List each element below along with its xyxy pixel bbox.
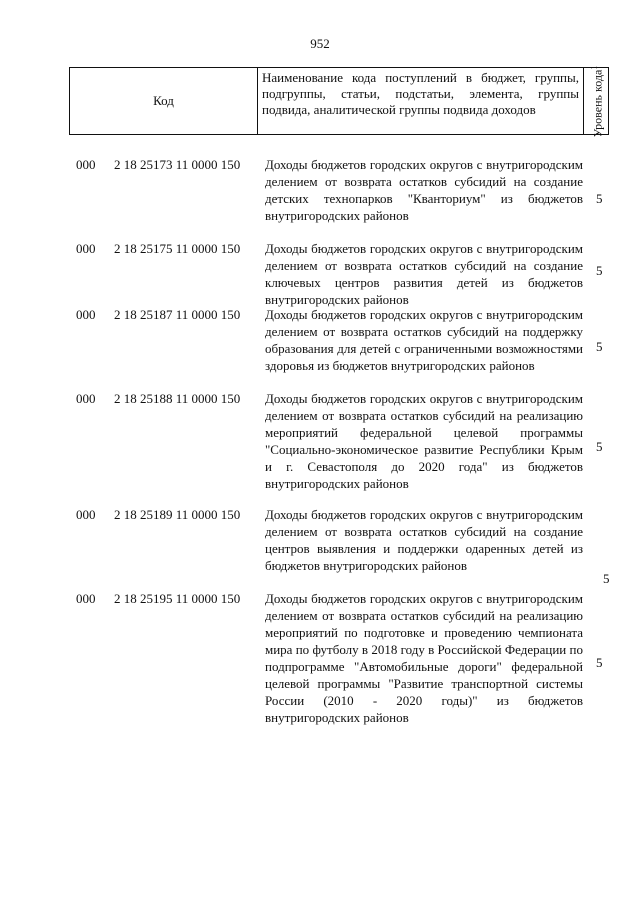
row-name: Доходы бюджетов городских округов с внутригородским делением от возврата остатков субсидий на создание центров выявления и поддержки одаренных детей из бюджетов внутригородских районов bbox=[265, 507, 583, 573]
header-level-text: Уровень кода bbox=[590, 69, 605, 137]
header-name: Наименование кода поступлений в бюджет, группы, подгруппы, статьи, подстатьи, элемента, группы подвида, аналитической группы подвида доходов bbox=[258, 68, 584, 134]
row-level: 5 bbox=[603, 571, 610, 586]
row-code: 2 18 25189 11 0000 150 bbox=[114, 507, 241, 522]
row-level: 5 bbox=[596, 655, 603, 670]
row-code-prefix: 000 bbox=[76, 307, 96, 322]
header-level-footnote: 1 bbox=[589, 65, 599, 70]
row-code-prefix: 000 bbox=[76, 157, 96, 172]
row-name: Доходы бюджетов городских округов с внутригородским делением от возврата остатков субсидий на реализацию мероприятий федеральной целевой программы "Социально-экономическое развитие Республики Крым и г. Севастополя до 2020 года" из бюджетов внутригородских районов bbox=[265, 391, 583, 491]
row-name: Доходы бюджетов городских округов с внутригородским делением от возврата остатков субсидий на реализацию мероприятий по подготовке и проведению чемпионата мира по футболу в 2018 году в Российской Федерации по подпрограмме "Автомобильные дороги" федеральной целевой программы "Развитие транспортной системы России (2010 - 2020 годы)" из бюджетов внутригородских районов bbox=[265, 591, 583, 725]
row-level: 5 bbox=[596, 339, 603, 354]
header-level bbox=[584, 65, 608, 137]
row-level: 5 bbox=[596, 191, 603, 206]
row-code: 2 18 25188 11 0000 150 bbox=[114, 391, 241, 406]
header-code: Код bbox=[70, 68, 258, 134]
table-header bbox=[69, 67, 609, 135]
row-code: 2 18 25195 11 0000 150 bbox=[114, 591, 241, 606]
row-level: 5 bbox=[596, 439, 603, 454]
row-code-prefix: 000 bbox=[76, 591, 96, 606]
row-code: 2 18 25187 11 0000 150 bbox=[114, 307, 241, 322]
row-code: 2 18 25173 11 0000 150 bbox=[114, 157, 241, 172]
row-code-prefix: 000 bbox=[76, 507, 96, 522]
page-number: 952 bbox=[310, 36, 330, 51]
row-name: Доходы бюджетов городских округов с внутригородским делением от возврата остатков субсидий на поддержку образования для детей с ограниченными возможностями здоровья из бюджетов внутригородских районов bbox=[265, 307, 583, 373]
row-code-prefix: 000 bbox=[76, 241, 96, 256]
row-code-prefix: 000 bbox=[76, 391, 96, 406]
row-code: 2 18 25175 11 0000 150 bbox=[114, 241, 241, 256]
row-level: 5 bbox=[596, 263, 603, 278]
row-name: Доходы бюджетов городских округов с внутригородским делением от возврата остатков субсидий на создание ключевых центров развития детей из бюджетов внутригородских районов bbox=[265, 241, 583, 307]
row-name: Доходы бюджетов городских округов с внутригородским делением от возврата остатков субсидий на создание детских технопарков "Кванториум" из бюджетов внутригородских районов bbox=[265, 157, 583, 223]
header-level-label bbox=[589, 65, 604, 137]
